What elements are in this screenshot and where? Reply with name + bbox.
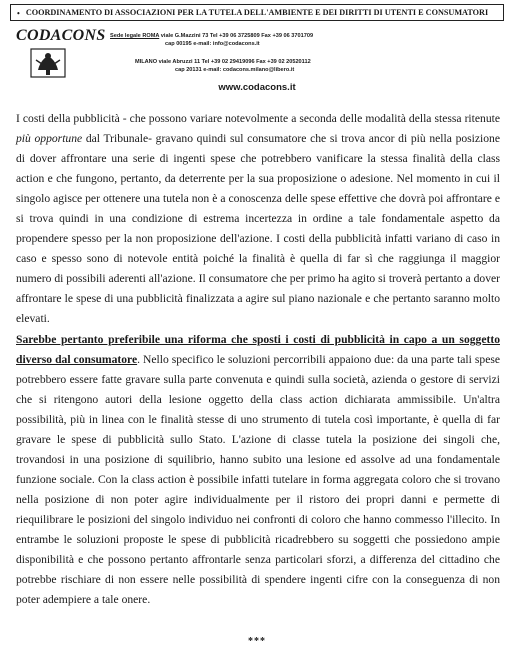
rome-line2: cap 00195 e-mail: info@codacons.it bbox=[165, 41, 260, 47]
rome-address bbox=[110, 32, 313, 48]
p1-end: dal Tribunale- gravano quindi sul consumatore che si trova ancor di più nella posizione di dover affrontare una serie di ingenti spese che potrebbero vanificare la stessa finalità della class action e che fungono, pertanto, da deterrente per la sua proposizione o adesione. Nel momento in cui il singolo agisce per ottenere una tutela non è a conoscenza delle spese effettive che dovrà poi affrontare e si trova quindi in una condizione di estrema incertezza in ordine a tale fondamentale aspetto da propendere spesso per la non proposizione dell'azione. I costi della pubblicità infatti variano di caso in caso e spesso sono di notevole entità poiché la finalità è quella di far sì che raggiunga il maggior numero di possibili aderenti all'azione. Il consumatore che per primo ha agito si troverà pertanto a dover affrontare le spese di una pubblicità finalizzata a agire sul piano nazionale e che pertanto saranno molto elevati. bbox=[16, 132, 500, 326]
brand-name: CODACONS bbox=[16, 27, 106, 44]
rome-label: Sede legale ROMA bbox=[110, 33, 160, 39]
rome-line1: viale G.Mazzini 73 Tel +39 06 3725809 Fax +39 06 3701709 bbox=[159, 33, 314, 39]
p2-underlined: Sarebbe pertanto preferibile una riforma che sposti i costi di pubblicità in capo a un soggetto diverso dal consumatore bbox=[16, 332, 500, 366]
website-link[interactable]: www.codacons.it bbox=[218, 82, 296, 93]
p1-start: I costi della pubblicità - che possono variare notevolmente a seconda delle modalità della stessa ritenute bbox=[16, 112, 500, 125]
milan-address bbox=[135, 58, 311, 74]
paragraph-2 bbox=[16, 330, 500, 611]
banner-bullet: • bbox=[17, 9, 20, 18]
p2-rest: . Nello specifico le soluzioni percorribili appaiono due: da una parte tali spese potrebbero essere fatte gravare sulla parte convenuta e quindi sulla società, azienda o gestore di servizi che si ritengono autori della lesione oggetto della class action dichiarata ammissibile. Un'altra possibilità, più in linea con le finalità stesse di uno strumento di tutela così importante, è quella di far gravare le spese di pubblicità sullo Stato. L'azione di classe tutela la posizione dei singoli che, trovandosi in una posizione di squilibrio, hanno subito una lesione ed assolve ad una fondamentale funzione sociale. Con la class action è possibile infatti tutelare in forma aggregata coloro che si trovano nella posizione di non poter agire individualmente per il ristoro dei propri danni e permette di riequilibrare le posizioni del singolo individuo nei confronti di coloro che hanno commesso l'illecito. In entrambe le soluzioni proposte le spese di pubblicità ricadrebbero su soggetti che possiedono ampie disponibilità e che possono pertanto affrontarle senza particolari sforzi, a differenza del cittadino che potrebbe rischiare di non essere nelle possibilità di spendere ingenti cifre con la conseguenza di non poter adempiere a tale onere. bbox=[16, 352, 501, 607]
end-mark: *** bbox=[248, 636, 266, 647]
paragraph-1 bbox=[16, 109, 500, 330]
document-body bbox=[16, 109, 500, 610]
p1-italic: più opportune bbox=[16, 132, 83, 146]
header-banner bbox=[10, 4, 504, 21]
milan-line2: cap 20131 e-mail: codacons.milano@libero.it bbox=[175, 67, 295, 73]
banner-text: COORDINAMENTO DI ASSOCIAZIONI PER LA TUTELA DELL'AMBIENTE E DEI DIRITTI DI UTENTI E CONSUMATORI bbox=[25, 8, 489, 17]
milan-line1: MILANO viale Abruzzi 11 Tel +39 02 29419096 Fax +39 02 20520112 bbox=[135, 59, 311, 65]
codacons-logo bbox=[30, 48, 66, 78]
